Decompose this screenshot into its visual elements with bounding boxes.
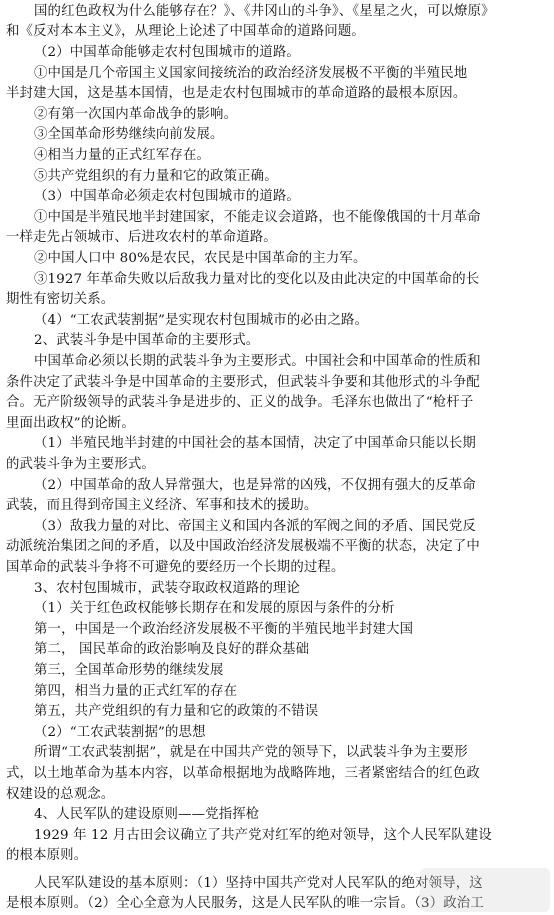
text-line: 人民军队建设的基本原则：（1）坚持中国共产党对人民军队的绝对领导，这 xyxy=(34,876,483,891)
text-line: （3）中国革命必须走农村包围城市的道路。 xyxy=(34,189,300,204)
text-line: 条件决定了武装斗争是中国革命的主要形式，但武装斗争要和其他形式的斗争配 xyxy=(6,375,480,390)
text-line: 权建设的总观念。 xyxy=(6,787,115,802)
text-line: 1929 年 12 月古田会议确立了共产党对红军的绝对领导，这个人民军队建设 xyxy=(34,828,492,843)
text-line: 所谓“工农武装割据”，就是在中国共产党的领导下，以武装斗争为主要形 xyxy=(34,745,468,760)
text-line: 第五，共产党组织的有力量和它的政策的不错误 xyxy=(34,704,319,719)
text-line: （1）半殖民地半封建的中国社会的基本国情，决定了中国革命只能以长期 xyxy=(34,436,476,451)
text-line: 动派统治集团之间的矛盾，以及中国政治经济发展极端不平衡的状态，决定了中 xyxy=(6,539,480,554)
text-line: ③1927 年革命失败以后敌我力量对比的变化以及由此决定的中国革命的长 xyxy=(34,272,480,287)
text-line: 2、武装斗争是中国革命的主要形式。 xyxy=(34,333,260,348)
text-line: 的根本原则。 xyxy=(6,848,88,863)
text-line: 4、人民军队的建设原则——党指挥枪 xyxy=(34,807,260,822)
text-line: （2）“工农武装割据”的思想 xyxy=(34,725,206,740)
text-line: 第二， 国民革命的政治影响及良好的群众基础 xyxy=(34,642,310,657)
text-line: 式，以土地革命为基本内容，以革命根据地为战略阵地，三者紧密结合的红色政 xyxy=(6,766,480,781)
text-line: 是根本原则。（2）全心全意为人民服务，这是人民军队的唯一宗旨。（3）政治工 xyxy=(6,896,484,911)
text-line: 合。无产阶级领导的武装斗争是进步的、正义的战争。毛泽东也做出了“枪杆子 xyxy=(6,395,474,410)
text-line: ②有第一次国内革命战争的影响。 xyxy=(34,107,238,122)
text-line: 第三，全国革命形势的继续发展 xyxy=(34,663,224,678)
text-line: 第一，中国是一个政治经济发展极不平衡的半殖民地半封建大国 xyxy=(34,622,414,637)
text-line: 和《反对本本主义》，从理论上论述了中国革命的道路问题。 xyxy=(6,24,365,39)
text-line: （1）关于红色政权能够长期存在和发展的原因与条件的分析 xyxy=(34,601,395,616)
text-line: （3）敌我力量的对比、帝国主义和国内各派的军阀之间的矛盾、国民党反 xyxy=(34,519,476,534)
text-line: 第四，相当力量的正式红军的存在 xyxy=(34,684,238,699)
text-line: ⑤共产党组织的有力量和它的政策正确。 xyxy=(34,169,278,184)
text-line: 3、农村包围城市，武装夺取政权道路的理论 xyxy=(34,581,300,596)
text-line: 一样走先占领城市、后进攻农村的革命道路。 xyxy=(6,230,277,245)
text-line: 期性有密切关系。 xyxy=(6,292,115,307)
text-line: ①中国是半殖民地半封建国家，不能走议会道路，也不能像俄国的十月革命 xyxy=(34,210,481,225)
text-line: 中国革命必须以长期的武装斗争为主要形式。中国社会和中国革命的性质和 xyxy=(34,354,481,369)
text-line: 武装，而且得到帝国主义经济、军事和技术的援助。 xyxy=(6,498,318,513)
text-line: 国的红色政权为什么能够存在？》、《井冈山的斗争》、《星星之火，可以燎原》 xyxy=(34,4,495,19)
text-line: 里面出政权”的论断。 xyxy=(6,416,135,431)
text-line: 半封建大国，这是基本国情，也是走农村包围城市的革命道路的最根本原因。 xyxy=(6,86,467,101)
text-line: 的武装斗争为主要形式。 xyxy=(6,457,155,472)
text-line: （4）“工农武装割据”是实现农村包围城市的必由之路。 xyxy=(34,313,369,328)
text-line: ②中国人口中 80%是农民，农民是中国革命的主力军。 xyxy=(34,251,367,266)
text-line: ③全国革命形势继续向前发展。 xyxy=(34,127,224,142)
text-line: （2）中国革命能够走农村包围城市的道路。 xyxy=(34,45,300,60)
text-line: （2）中国革命的敌人异常强大，也是异常的凶残，不仅拥有强大的反革命 xyxy=(34,478,476,493)
text-line: 国革命的武装斗争将不可避免的要经历一个长期的过程。 xyxy=(6,560,345,575)
text-line: ①中国是几个帝国主义国家间接统治的政治经济发展极不平衡的半殖民地 xyxy=(34,66,468,81)
text-line: ④相当力量的正式红军存在。 xyxy=(34,148,211,163)
